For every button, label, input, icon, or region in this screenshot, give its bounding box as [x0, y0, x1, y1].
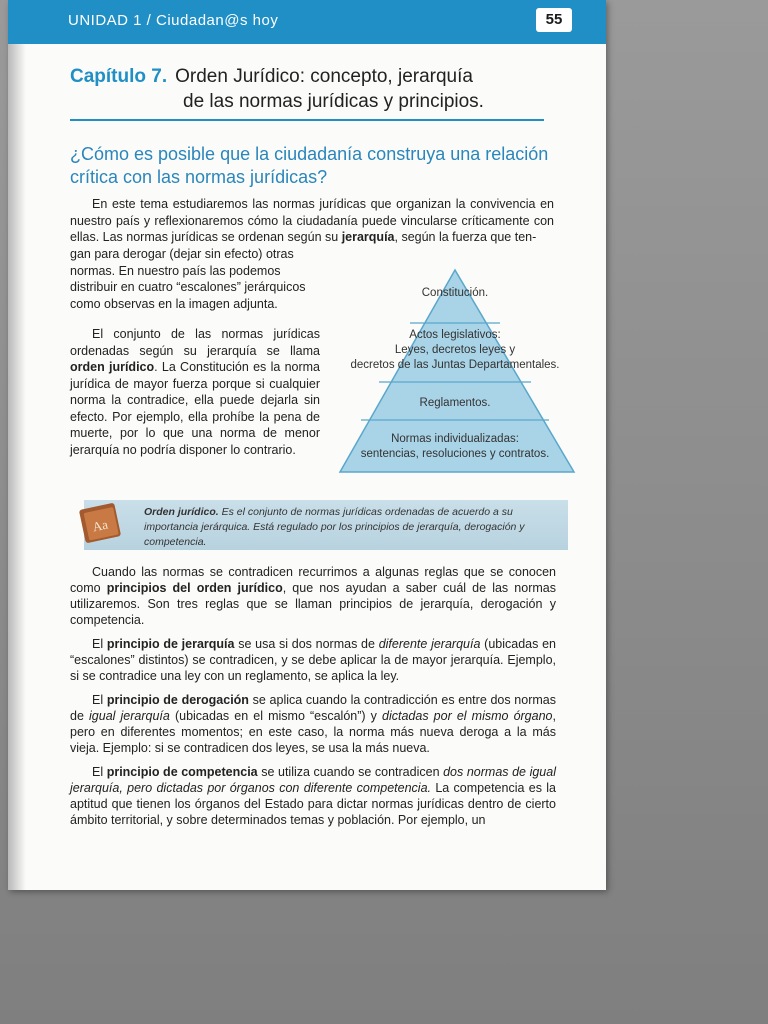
derogacion-text-d: , pero en diferentes momentos; en este caso, la norma más nueva deroga a la más vieja. Ejemplo: si se contradicen dos leyes, se usa la más nueva. — [70, 709, 556, 755]
dictionary-book-icon — [78, 502, 126, 553]
derogacion-bold: principio de derogación — [106, 693, 249, 707]
principles-intro-text-b: , que nos ayudan a saber cuál de las normas utilizaremos. Son tres reglas que se llaman principios de jerarquía, derogación y competencia. — [70, 581, 556, 627]
competencia-paragraph — [70, 764, 556, 828]
jerarquia-text-c: (ubicadas en “escalones” distintos) se contradicen, y se debe aplicar la de mayor jerarquía. Ejemplo, si se contradice una ley con un reglamento, se aplica la ley. — [70, 637, 556, 683]
pyramid-level4-line2: sentencias, resoluciones y contratos. — [360, 448, 550, 460]
pyramid-level4-line1: Normas individualizadas: — [391, 433, 519, 445]
book-page — [8, 0, 606, 890]
derogacion-paragraph — [70, 692, 556, 756]
jerarquia-paragraph — [70, 636, 556, 684]
conj-text-b: . La Constitución es la norma jurídica de mayor fuerza porque si cualquier norma la contradice, ella puede dejarla sin efecto. Por ejemplo, ella prohíbe la pena de muerte, por lo que una norma de menor jerarquía no podría disponer lo contrario. — [70, 360, 321, 457]
chapter-label: Capítulo 7. — [70, 66, 168, 87]
chapter-heading — [70, 64, 550, 114]
derogacion-italic-2: dictadas por el mismo órgano — [382, 709, 553, 723]
pyramid-level2-line3: decretos de las Juntas Departamentales. — [350, 359, 560, 371]
unit-header-bar — [8, 0, 606, 44]
unit-title: UNIDAD 1 / Ciudadan@s hoy — [68, 12, 279, 29]
pyramid-level2-line1: Actos legislativos: — [409, 329, 501, 341]
jerarquia-italic: diferente jerarquía — [378, 637, 481, 651]
definition-body: Es el conjunto de normas jurídicas ordenadas de acuerdo a su importancia jerárquica. Está regulado por los principios de jerarquía, derogación y competencia. — [144, 506, 525, 548]
competencia-text-a: El — [92, 765, 107, 779]
competencia-bold: principio de competencia — [106, 765, 258, 779]
principles-intro-text-a: Cuando las normas se contradicen recurrimos a algunas reglas que se conocen como — [70, 565, 556, 595]
pyramid-level-reglamentos: Reglamentos. — [419, 397, 491, 409]
hierarchy-pyramid — [338, 266, 576, 481]
derogacion-italic-1: igual jerarquía — [89, 709, 170, 723]
competencia-text-c: La competencia es la aptitud que tienen los órganos del Estado para dictar normas jurídicas dentro de cierto ámbito territorial, y sobre determinados temas y población. Por ejemplo, un — [70, 781, 557, 827]
principles-section — [70, 564, 556, 836]
page-number: 55 — [536, 8, 572, 32]
chapter-title-line2: de las normas jurídicas y principios. — [183, 91, 484, 112]
competencia-italic: dos normas de igual jerarquía, pero dictadas por órganos con diferente competencia. — [70, 765, 556, 795]
jerarquia-text-b: se usa si dos normas de — [234, 637, 379, 651]
intro-bold-jerarquia: jerarquía — [341, 230, 395, 244]
chapter-divider — [70, 119, 544, 121]
jerarquia-text-a: El — [92, 637, 107, 651]
jerarquia-bold: principio de jerarquía — [106, 637, 235, 651]
intro-text-a: En este tema estudiaremos las normas jurídicas que organizan la convivencia en nuestro país y reflexionaremos cómo la ciudadanía puede vincularse críticamente con ellas. Las normas jurídicas se ordenan según su — [70, 197, 554, 244]
definition-text — [144, 505, 559, 550]
pyramid-level-normas-individualizadas — [338, 432, 572, 462]
section-question: ¿Cómo es posible que la ciudadanía construya una relación crítica con las normas jurídicas? — [70, 144, 549, 187]
page-gutter-shadow — [8, 0, 26, 890]
competencia-text-b: se utiliza cuando se contradicen — [257, 765, 444, 779]
definition-term: Orden jurídico. — [144, 506, 219, 518]
derogacion-text-b: se aplica cuando la contradicción es entre dos normas de — [70, 693, 556, 723]
conj-bold-orden-juridico: orden jurídico — [70, 360, 155, 374]
intro-paragraph-continued: gan para derogar (dejar sin efecto) otras normas. En nuestro país las podemos distribuir en cuatro “escalones” jerárquicos como observas en la imagen adjunta. — [70, 247, 306, 311]
intro-text-b: , según la fuerza que ten- — [394, 230, 537, 244]
chapter-title-line1: Orden Jurídico: concepto, jerarquía — [175, 66, 473, 87]
pyramid-level-actos-legislativos — [328, 328, 582, 373]
intro-paragraph — [70, 196, 554, 246]
derogacion-text-a: El — [92, 693, 107, 707]
orden-juridico-paragraph — [70, 326, 320, 458]
pyramid-level2-line2: Leyes, decretos leyes y — [394, 344, 516, 356]
definition-box — [84, 500, 568, 550]
svg-text:Aa: Aa — [91, 516, 110, 535]
principles-intro-paragraph — [70, 564, 556, 628]
pyramid-level-constitucion: Constitución. — [421, 287, 489, 299]
derogacion-text-c: (ubicadas en el mismo “escalón”) y — [169, 709, 383, 723]
principles-intro-bold: principios del orden jurídico — [106, 581, 283, 595]
conj-text-a: El conjunto de las normas jurídicas ordenadas según su jerarquía se llama — [70, 327, 320, 358]
